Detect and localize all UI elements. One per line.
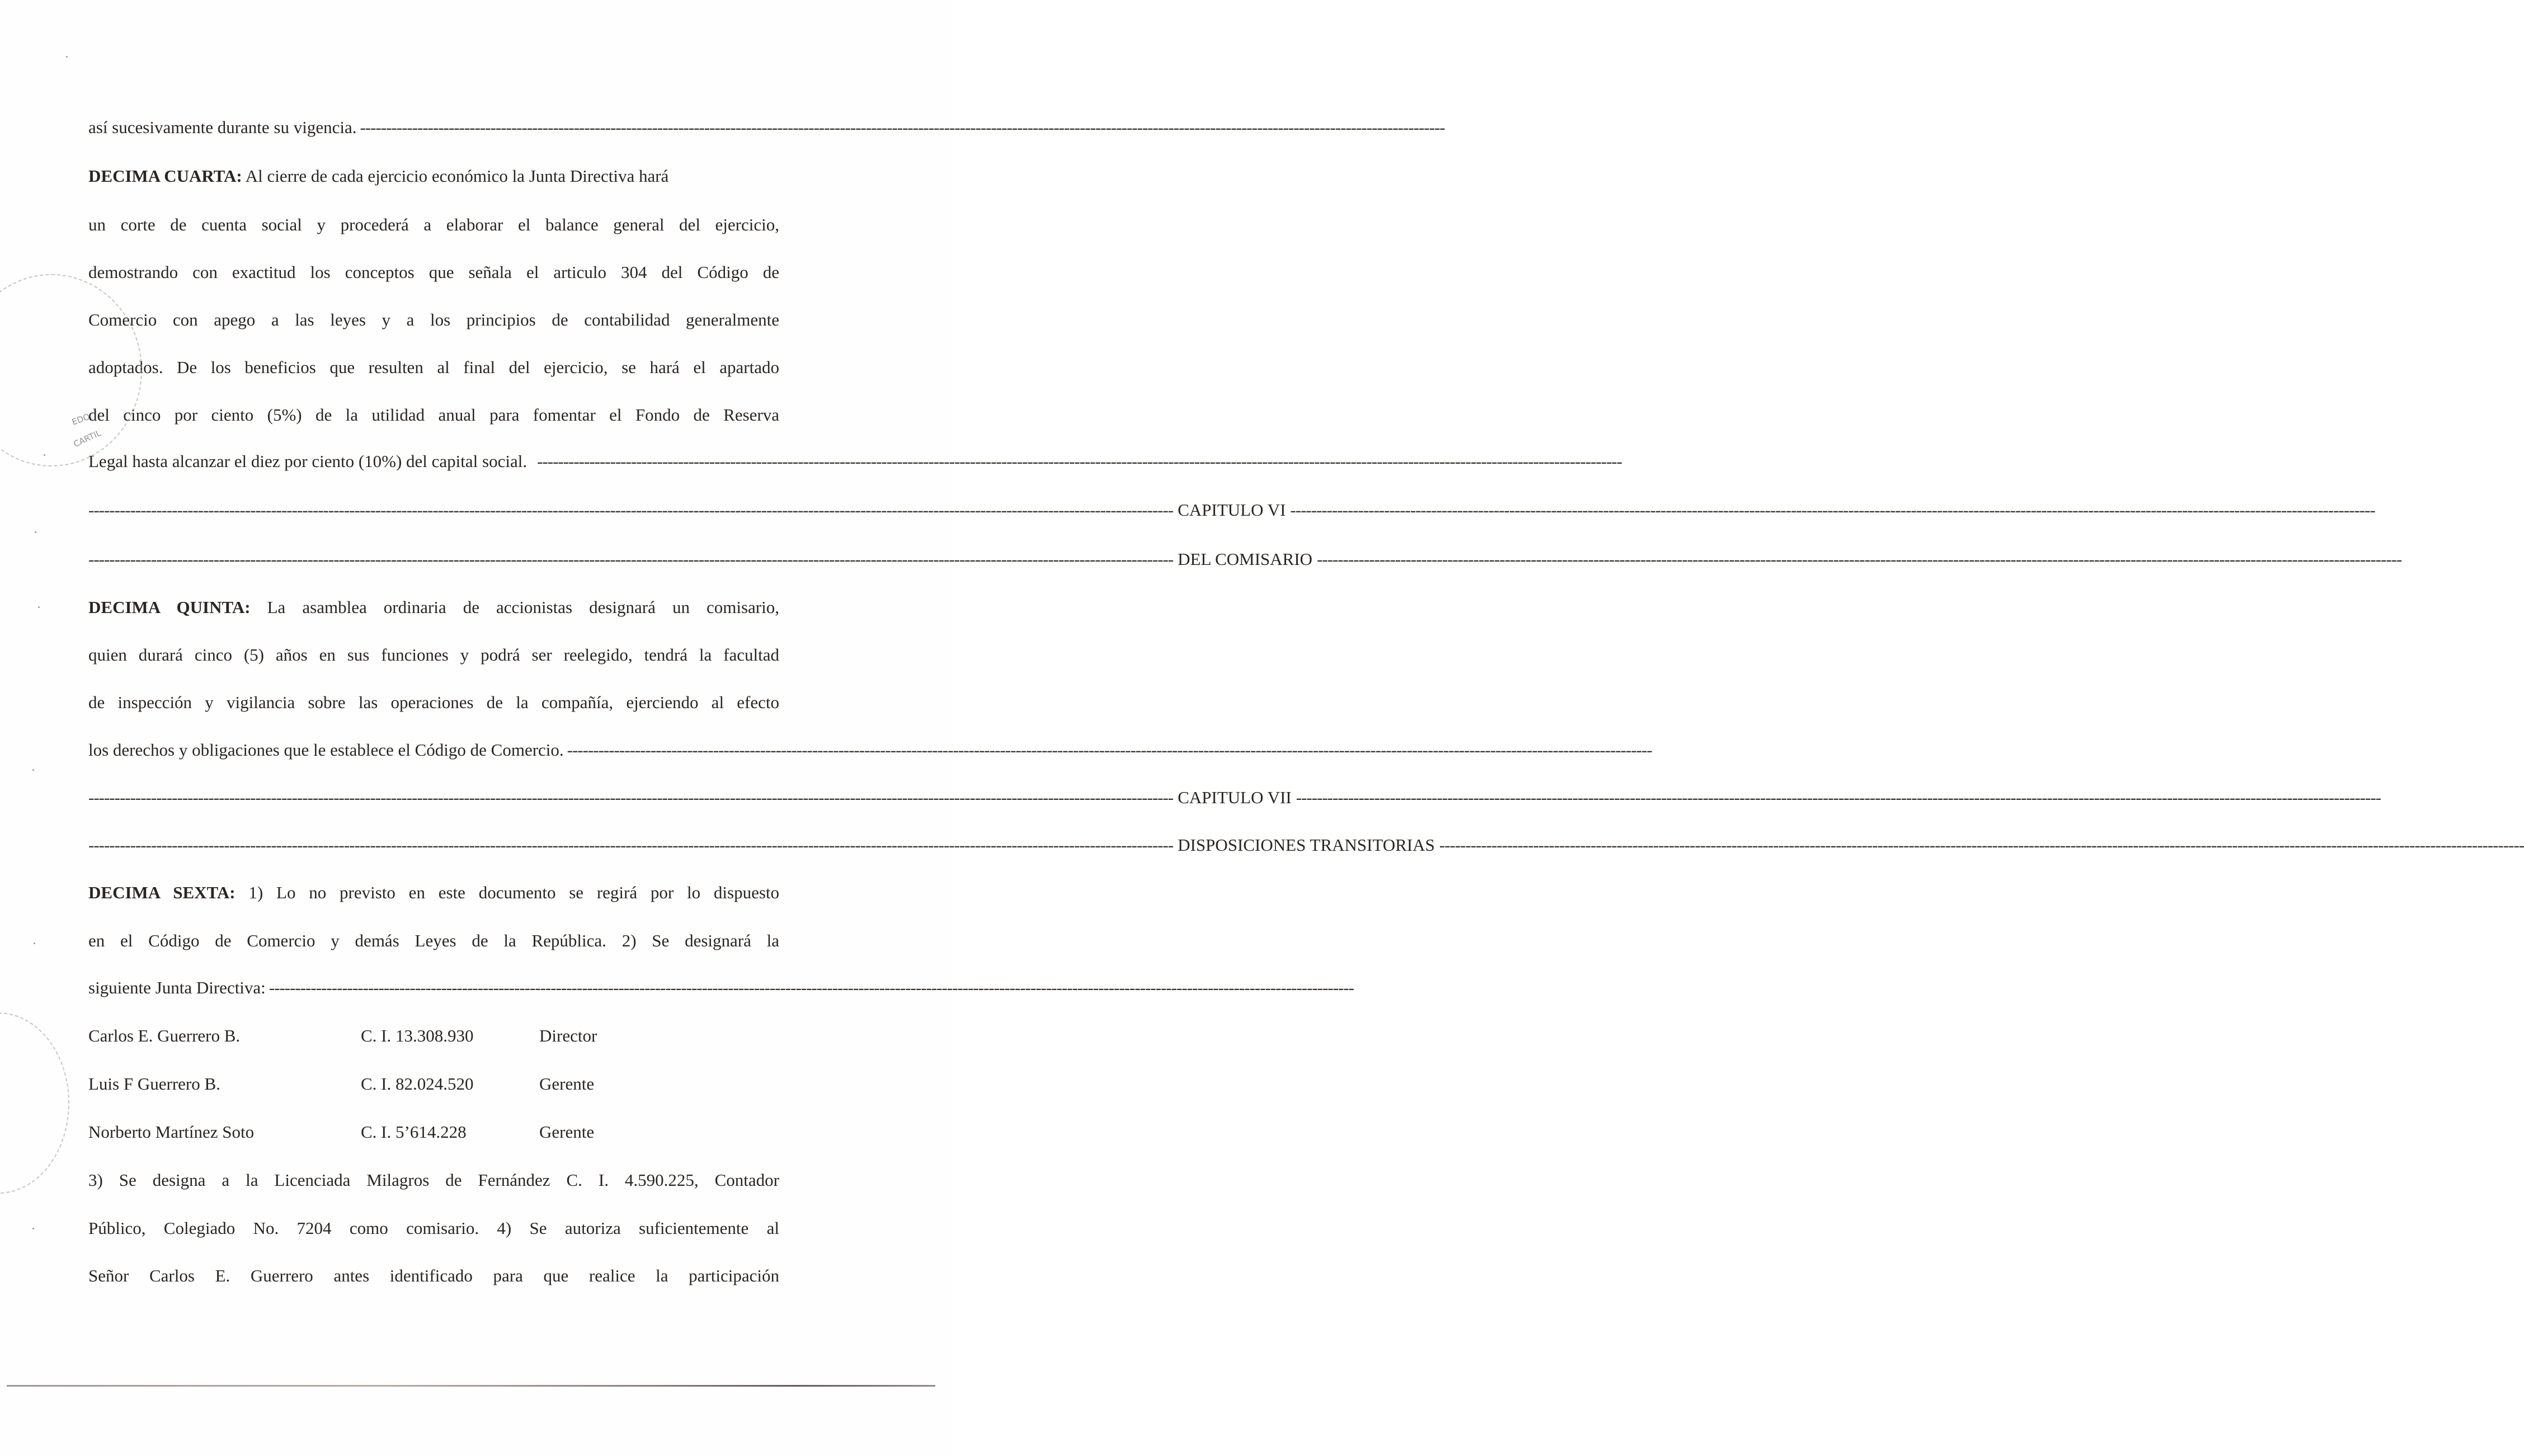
- chapter-title: CAPITULO VI: [1178, 500, 1286, 520]
- text-fragment: Comercio con apego a las leyes y a los principios de contabilidad generalmente: [88, 310, 779, 329]
- text-line: [88, 404, 779, 426]
- text-line: [88, 739, 1652, 761]
- dash-filler: ----------------------------------------------------------------------------------------------------------------------------------------------------------------------------------------------------------------: [88, 549, 1174, 569]
- clause-decima-cuarta: [88, 165, 779, 187]
- text-line: [88, 1265, 779, 1287]
- text-fragment: La asamblea ordinaria de accionistas designará un comisario,: [267, 597, 779, 617]
- dash-filler: ----------------------------------------------------------------------------------------------------------------------------------------------------------------------------------------------------------------: [1317, 549, 2402, 569]
- clause-label: DECIMA SEXTA:: [88, 883, 236, 902]
- member-name: Carlos E. Guerrero B.: [88, 1026, 241, 1045]
- scan-speck: [32, 1228, 34, 1229]
- dash-filler: ----------------------------------------------------------------------------------------------------------------------------------------------------------------------------------------------------------------: [360, 117, 1445, 137]
- text-fragment: quien durará cinco (5) años en sus funciones y podrá ser reelegido, tendrá la facultad: [88, 645, 779, 665]
- section-title: DISPOSICIONES TRANSITORIAS: [1178, 835, 1435, 855]
- dash-filler: ----------------------------------------------------------------------------------------------------------------------------------------------------------------------------------------------------------------: [1290, 500, 2375, 520]
- clause-decima-sexta: [88, 882, 779, 904]
- clause-decima-quinta: [88, 596, 779, 619]
- text-fragment: los derechos y obligaciones que le establece el Código de Comercio.: [88, 740, 564, 760]
- section-title: DEL COMISARIO: [1178, 549, 1313, 569]
- member-role: Director: [539, 1026, 597, 1045]
- member-role: Gerente: [539, 1074, 595, 1094]
- text-line: [88, 644, 779, 666]
- text-line: [88, 214, 779, 236]
- dash-filler: ----------------------------------------------------------------------------------------------------------------------------------------------------------------------------------------------------------------: [567, 740, 1652, 760]
- scan-speck: [44, 454, 45, 456]
- text-fragment: Legal hasta alcanzar el diez por ciento (10%) del capital social.: [88, 451, 528, 471]
- chapter-heading-vi: [88, 499, 2375, 521]
- stamp-text: CARTIL: [72, 427, 103, 450]
- text-fragment: un corte de cuenta social y procederá a elaborar el balance general del ejercicio,: [88, 215, 779, 234]
- section-heading-comisario: [88, 548, 2402, 571]
- text-fragment: demostrando con exactitud los conceptos que señala el articulo 304 del Código de: [88, 262, 779, 282]
- text-line: [88, 116, 1445, 139]
- text-fragment: del cinco por ciento (5%) de la utilidad anual para fomentar el Fondo de Reserva: [88, 405, 779, 425]
- chapter-heading-vii: [88, 786, 2381, 809]
- member-role: Gerente: [539, 1122, 595, 1142]
- section-heading-disposiciones: [88, 834, 2524, 856]
- scan-speck: [35, 531, 36, 533]
- dash-filler: ----------------------------------------------------------------------------------------------------------------------------------------------------------------------------------------------------------------: [1296, 788, 2381, 807]
- text-line: [88, 977, 1354, 999]
- text-fragment: 1) Lo no previsto en este documento se regirá por lo dispuesto: [248, 883, 780, 902]
- text-fragment: así sucesivamente durante su vigencia.: [88, 117, 357, 137]
- text-fragment: Al cierre de cada ejercicio económico la Junta Directiva hará: [245, 166, 669, 186]
- dash-filler: ----------------------------------------------------------------------------------------------------------------------------------------------------------------------------------------------------------------: [1439, 835, 2524, 855]
- text-line: [88, 261, 779, 284]
- clause-label: DECIMA QUINTA:: [88, 597, 251, 617]
- dash-filler: ----------------------------------------------------------------------------------------------------------------------------------------------------------------------------------------------------------------: [269, 978, 1354, 997]
- text-line: [88, 930, 779, 952]
- text-line: [88, 1169, 779, 1191]
- text-line: [88, 309, 779, 331]
- dash-filler: ----------------------------------------------------------------------------------------------------------------------------------------------------------------------------------------------------------------: [537, 451, 1622, 471]
- stamp-text: EDO.: [70, 411, 93, 427]
- member-id: C. I. 5’614.228: [361, 1122, 467, 1142]
- dash-filler: ----------------------------------------------------------------------------------------------------------------------------------------------------------------------------------------------------------------: [88, 500, 1174, 520]
- chapter-title: CAPITULO VII: [1178, 788, 1292, 807]
- faded-stamp-seal: [0, 1012, 69, 1194]
- text-fragment: adoptados. De los beneficios que resulten al final del ejercicio, se hará el apartado: [88, 357, 779, 377]
- clause-label: DECIMA CUARTA:: [88, 166, 242, 186]
- scan-speck: [32, 769, 34, 771]
- text-fragment: de inspección y vigilancia sobre las operaciones de la compañía, ejerciendo al efecto: [88, 692, 779, 712]
- text-line: [88, 1217, 779, 1240]
- member-name: Luis F Guerrero B.: [88, 1074, 220, 1094]
- member-id: C. I. 82.024.520: [361, 1074, 474, 1094]
- scan-speck: [34, 943, 35, 944]
- page-bottom-edge-line: [7, 1385, 935, 1387]
- text-fragment: 3) Se designa a la Licenciada Milagros de Fernández C. I. 4.590.225, Contador: [88, 1170, 779, 1190]
- text-line: [88, 691, 779, 714]
- text-fragment: en el Código de Comercio y demás Leyes de la República. 2) Se designará la: [88, 931, 779, 950]
- text-line: [88, 450, 1622, 473]
- member-name: Norberto Martínez Soto: [88, 1122, 255, 1142]
- faded-stamp-seal: [0, 274, 142, 467]
- scan-speck: [38, 606, 40, 608]
- dash-filler: ----------------------------------------------------------------------------------------------------------------------------------------------------------------------------------------------------------------: [88, 788, 1174, 807]
- member-id: C. I. 13.308.930: [361, 1026, 474, 1045]
- text-fragment: siguiente Junta Directiva:: [88, 978, 266, 997]
- text-fragment: Público, Colegiado No. 7204 como comisario. 4) Se autoriza suficientemente al: [88, 1218, 779, 1238]
- dash-filler: ----------------------------------------------------------------------------------------------------------------------------------------------------------------------------------------------------------------: [88, 835, 1174, 855]
- text-line: [88, 356, 779, 379]
- scan-speck: [66, 56, 68, 58]
- text-fragment: Señor Carlos E. Guerrero antes identificado para que realice la participación: [88, 1266, 779, 1285]
